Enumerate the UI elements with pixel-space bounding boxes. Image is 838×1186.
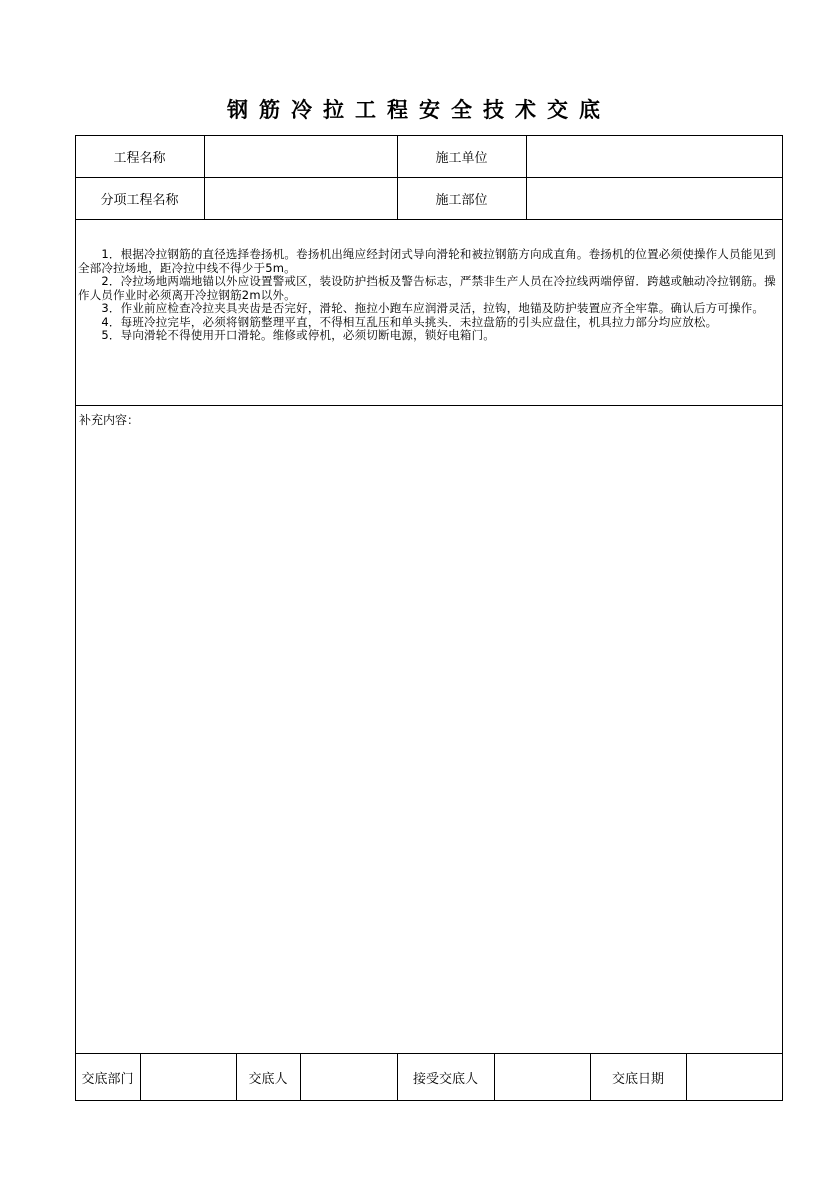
- supplement-field[interactable]: [76, 430, 782, 1052]
- sub-project-field[interactable]: [205, 177, 397, 219]
- sub-project-label: 分项工程名称: [100, 192, 179, 208]
- construction-unit-field[interactable]: [527, 135, 783, 177]
- content-item: 2．冷拉场地两端地锚以外应设置警戒区，装设防护挡板及警告标志，严禁非生产人员在冷拉线两端停留．跨越或触动冷拉钢筋。操作人员作业时必须离开冷拉钢筋2m以外。: [78, 274, 776, 302]
- date-field[interactable]: [687, 1053, 783, 1101]
- supplement-label: 补充内容：: [79, 413, 140, 427]
- row-divider: [75, 405, 783, 406]
- content-item: 1．根据冷拉钢筋的直径选择卷扬机。卷扬机出绳应经封闭式导向滑轮和被拉钢筋方向成直角。卷扬机的位置必须使操作人员能见到全部冷拉场地，距冷拉中线不得少于5m。: [78, 247, 776, 275]
- project-name-label: 工程名称: [113, 150, 166, 166]
- project-name-field[interactable]: [205, 135, 397, 177]
- content-item: 5．导向滑轮不得使用开口滑轮。维修或停机，必须切断电源，锁好电箱门。: [78, 328, 496, 342]
- date-label: 交底日期: [611, 1071, 664, 1087]
- construction-part-label: 施工部位: [435, 192, 488, 208]
- discloser-field[interactable]: [301, 1053, 397, 1101]
- dept-field[interactable]: [141, 1053, 236, 1101]
- page-title: 钢筋冷拉工程安全技术交底: [227, 98, 611, 122]
- receiver-label: 接受交底人: [412, 1071, 478, 1087]
- construction-part-field[interactable]: [527, 177, 783, 219]
- content-item: 4．每班冷拉完毕，必须将钢筋整理平直，不得相互乱压和单头挑头．未拉盘筋的引头应盘住，机具拉力部分均应放松。: [78, 314, 718, 329]
- construction-unit-label: 施工单位: [435, 150, 488, 166]
- receiver-field[interactable]: [495, 1053, 590, 1101]
- content-item: 3．作业前应检查冷拉夹具夹齿是否完好，滑轮、拖拉小跑车应润滑灵活，拉钩，地锚及防护装置应齐全牢靠。确认后方可操作。: [78, 301, 765, 315]
- row-divider: [75, 219, 783, 220]
- dept-label: 交底部门: [81, 1071, 134, 1087]
- disclosure-content: [78, 248, 782, 343]
- discloser-label: 交底人: [248, 1071, 288, 1087]
